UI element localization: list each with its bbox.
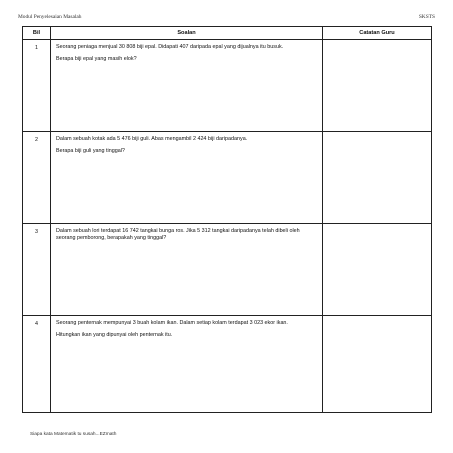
row-number: 4 (23, 316, 51, 413)
teacher-note-cell[interactable] (323, 316, 432, 413)
teacher-note-cell[interactable] (323, 132, 432, 224)
column-header-bil: Bil (23, 27, 51, 40)
question-ask: Berapa biji guli yang tinggal? (56, 148, 125, 154)
question-ask: Berapa biji epal yang masih elok? (56, 56, 137, 62)
table-row (23, 40, 432, 132)
question-cell (51, 224, 323, 316)
page-footer: Siapa kata Matematik tu susah...EZmath (30, 432, 117, 437)
table-row (23, 224, 432, 316)
question-cell (51, 132, 323, 224)
question-text: Seorang penternak mempunyai 3 buah kolam ikan. Dalam setiap kolam terdapat 3 023 ekor ikan. (56, 320, 288, 326)
question-cell (51, 40, 323, 132)
page-header (18, 14, 435, 24)
teacher-note-cell[interactable] (323, 40, 432, 132)
question-text: Dalam sebuah lori terdapat 16 742 tangkai bunga ros. Jika 5 312 tangkai daripadanya telah dibeli oleh seorang pemborong, berapakah yang tinggal? (56, 228, 300, 241)
row-number: 3 (23, 224, 51, 316)
table-header-row (23, 27, 432, 40)
row-number: 2 (23, 132, 51, 224)
question-cell (51, 316, 323, 413)
header-school-code: SKSTS (418, 14, 435, 20)
teacher-note-cell[interactable] (323, 224, 432, 316)
question-ask: Hitungkan ikan yang dipunyai oleh penternak itu. (56, 332, 173, 338)
column-header-soalan: Soalan (51, 27, 323, 40)
question-text: Dalam sebuah kotak ada 5 476 biji guli. Abas mengambil 2 424 biji daripadanya. (56, 136, 248, 142)
question-text: Seorang peniaga menjual 30 808 biji epal. Didapati 407 daripada epal yang dijualnya itu busuk. (56, 44, 284, 50)
question-table (22, 26, 432, 413)
row-number: 1 (23, 40, 51, 132)
column-header-catatan-guru: Catatan Guru (323, 27, 432, 40)
header-module-title: Modul Penyelesaian Masalah (18, 14, 82, 20)
table-row (23, 316, 432, 413)
table-row (23, 132, 432, 224)
